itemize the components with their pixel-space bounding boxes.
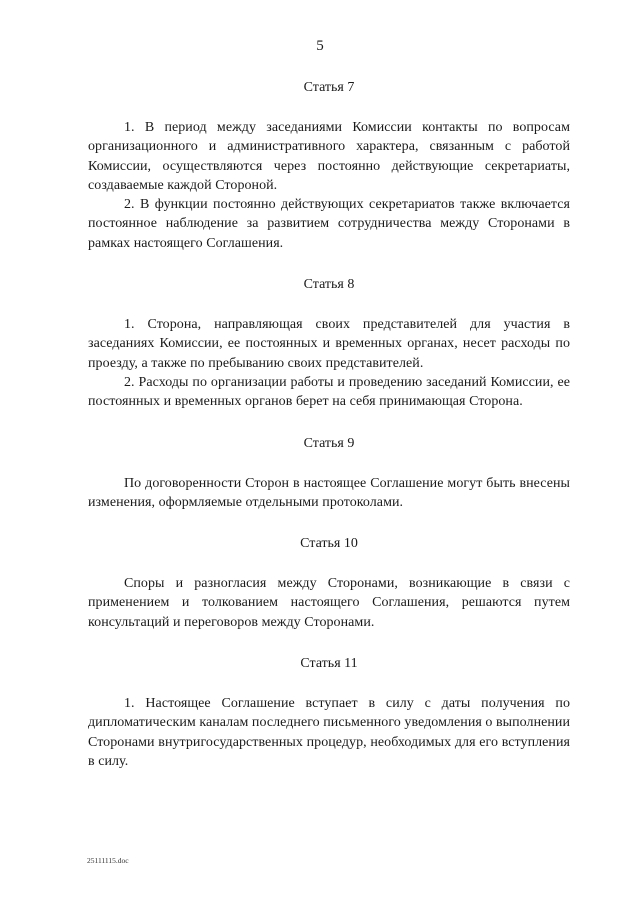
file-name-footer: 25111115.doc [87, 856, 129, 865]
paragraph: Споры и разногласия между Сторонами, возникающие в связи с применением и толкованием настоящего Соглашения, решаются путем консультаций и переговоров между Сторонами. [88, 576, 570, 630]
paragraph: 2. В функции постоянно действующих секретариатов также включается постоянное наблюдение за развитием сотрудничества между Сторонами в рамках настоящего Соглашения. [88, 197, 570, 251]
article-11 [88, 654, 570, 771]
article-10 [88, 534, 570, 632]
article-title: Статья 11 [300, 656, 358, 672]
document-body [88, 78, 570, 771]
paragraph: По договоренности Сторон в настоящее Соглашение могут быть внесены изменения, оформляемые отдельными протоколами. [88, 475, 570, 510]
article-title: Статья 10 [300, 536, 358, 552]
article-8 [88, 275, 570, 411]
paragraph: 1. В период между заседаниями Комиссии контакты по вопросам организационного и административного характера, связанным с работой Комиссии, осуществляются через постоянно действующие секретариаты, создаваемые каждой Стороной. [88, 120, 570, 193]
article-7 [88, 78, 570, 253]
paragraph: 1. Сторона, направляющая своих представителей для участия в заседаниях Комиссии, ее постоянных и временных органах, несет расходы по проезду, а также по пребыванию своих представителей. [88, 317, 570, 371]
article-title: Статья 7 [303, 80, 355, 95]
article-9 [88, 434, 570, 513]
article-title: Статья 8 [303, 277, 355, 293]
page-number: 5 [316, 38, 324, 54]
paragraph: 2. Расходы по организации работы и проведению заседаний Комиссии, ее постоянных и временных органов берет на себя принимающая Сторона. [88, 374, 570, 410]
paragraph: 1. Настоящее Соглашение вступает в силу с даты получения по дипломатическим каналам последнего письменного уведомления о выполнении Сторонами внутригосударственных процедур, необходимых для его вступления в силу. [88, 696, 570, 769]
article-title: Статья 9 [303, 435, 355, 451]
